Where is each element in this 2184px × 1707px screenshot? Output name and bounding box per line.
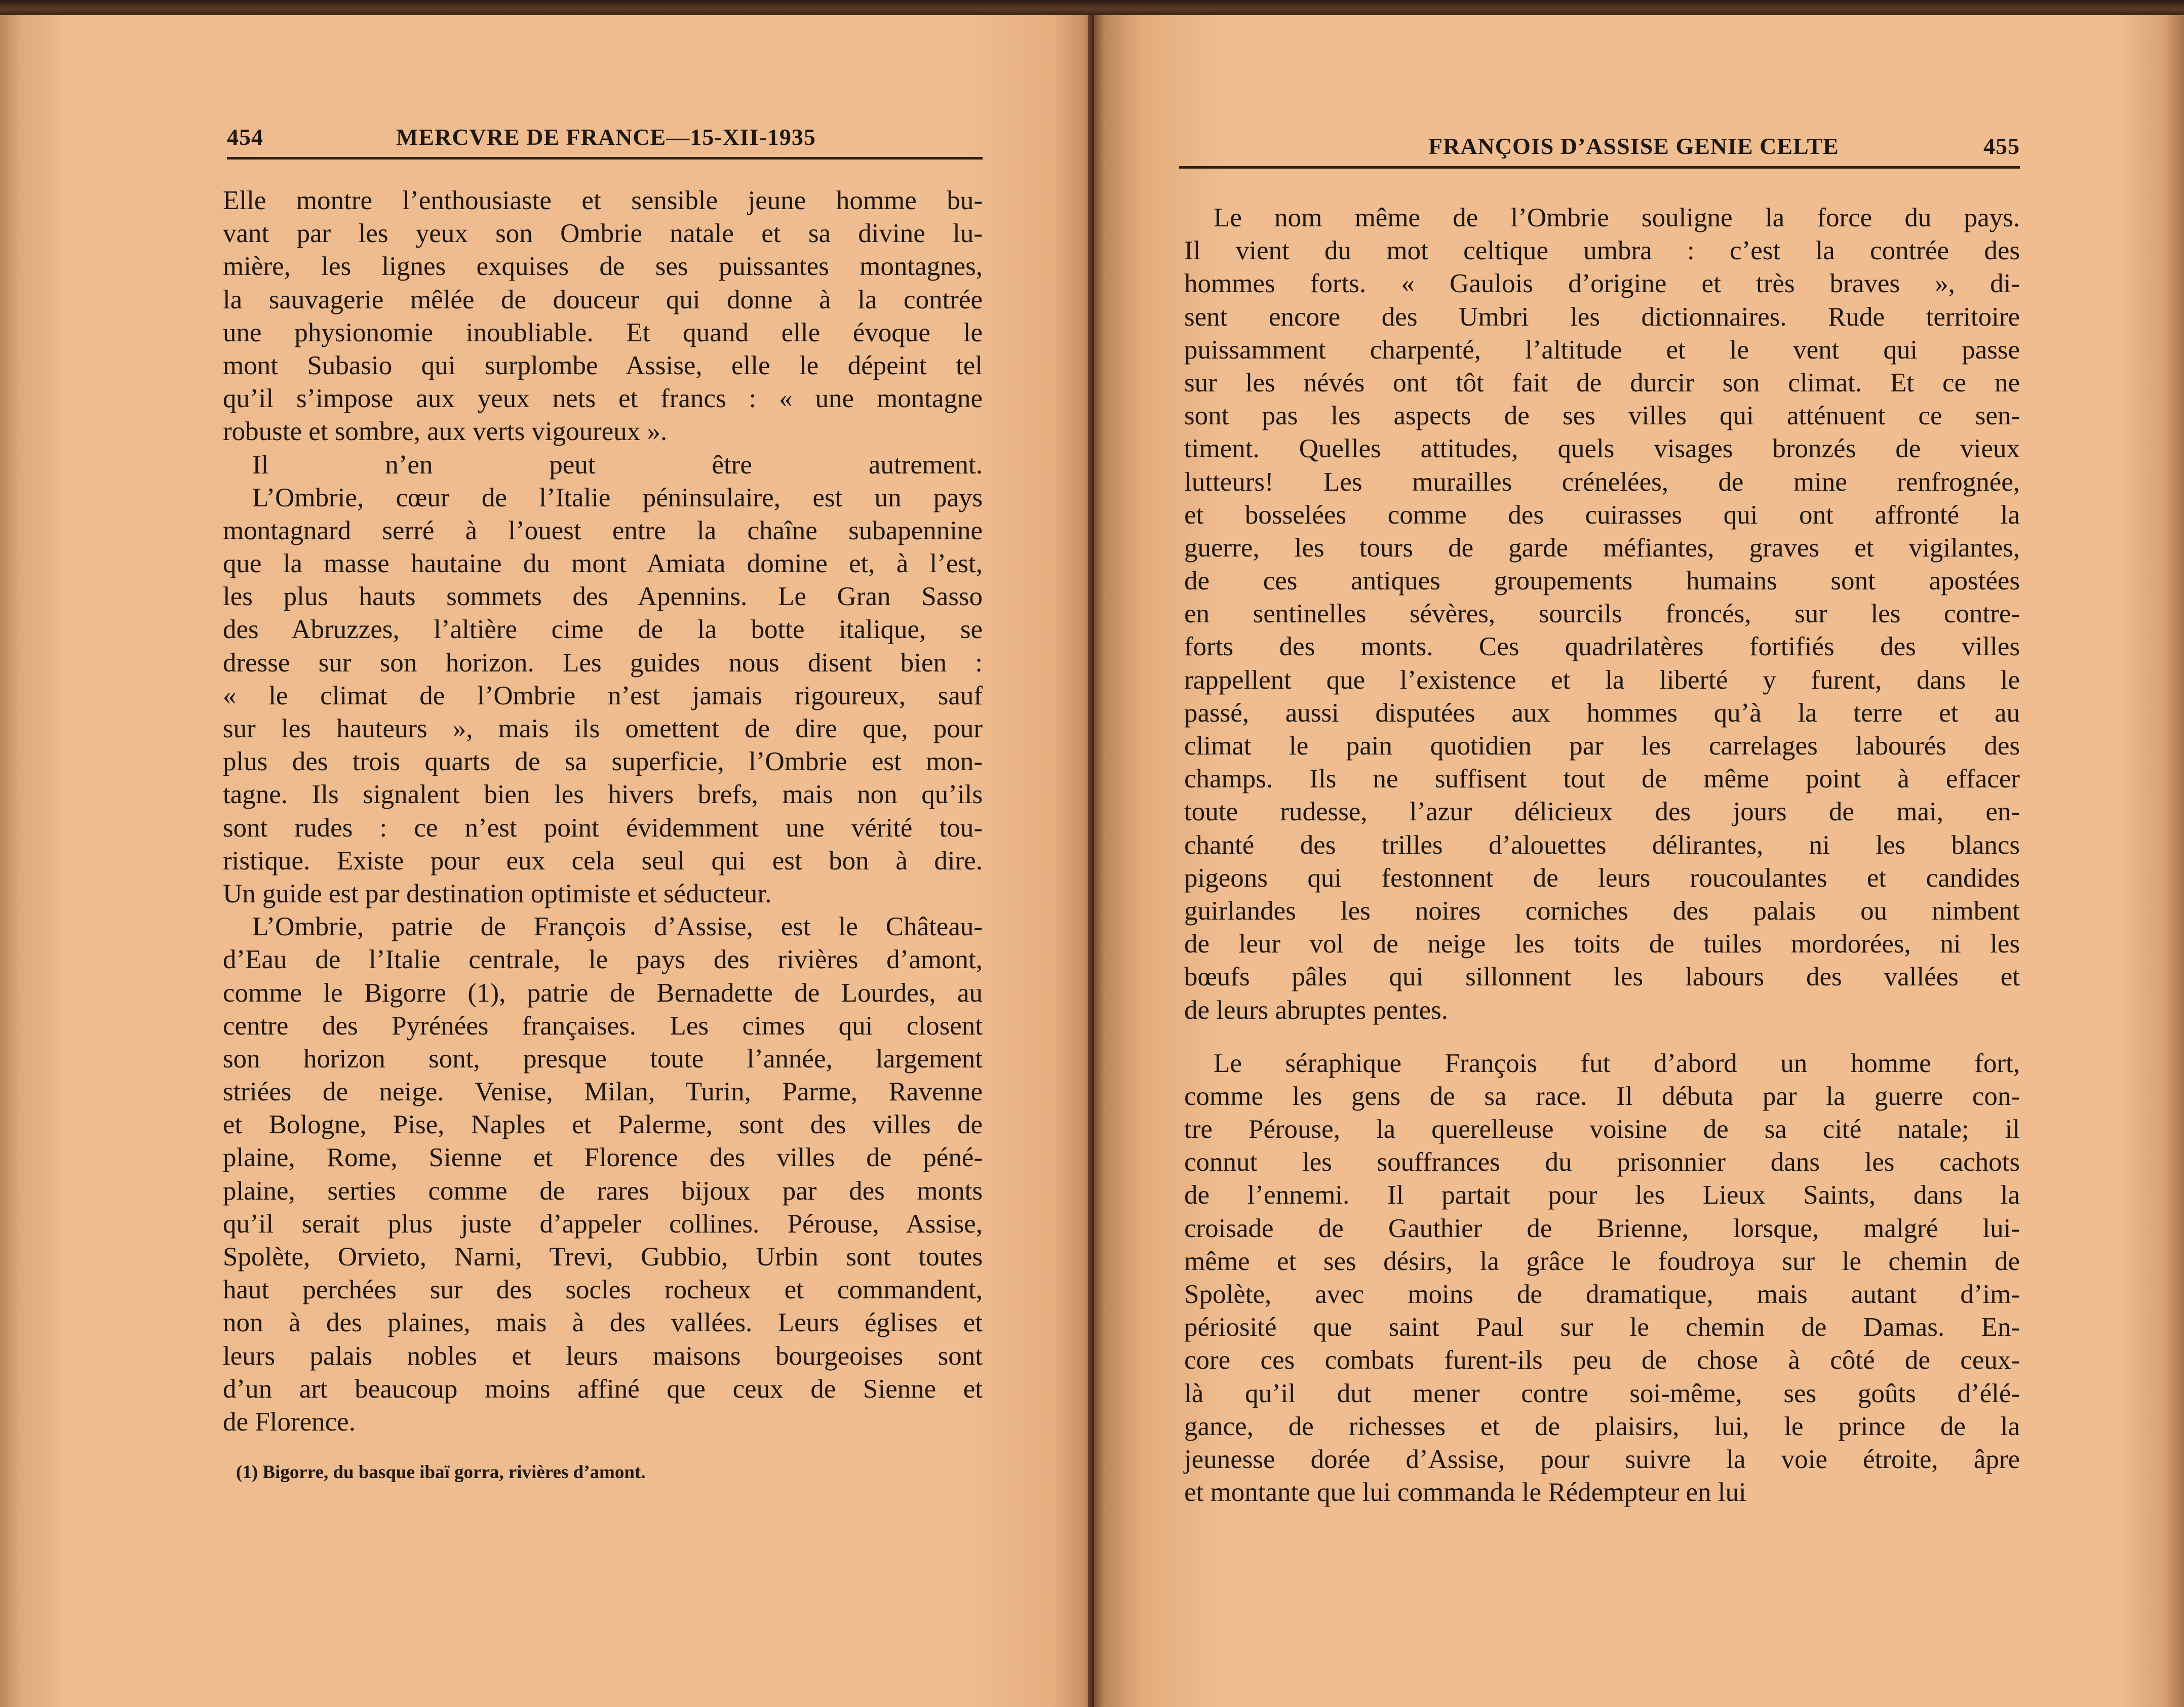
text-line: guerre, les tours de garde méfiantes, graves et vigilantes, [1184,533,2020,563]
text-line: sont rudes : ce n’est point évidemment une vérité tou- [223,813,983,843]
text-line: sent encore des Umbri les dictionnaires. Rude territoire [1184,302,2020,332]
text-line: toute rudesse, l’azur délicieux des jours de mai, en- [1184,797,2020,827]
text-line: qu’il serait plus juste d’appeler collines. Pérouse, Assise, [223,1209,983,1239]
text-line: passé, aussi disputées aux hommes qu’à la terre et au [1184,698,2020,728]
text-line: timent. Quelles attitudes, quels visages bronzés de vieux [1184,434,2020,464]
text-line: forts des monts. Ces quadrilatères fortifiés des villes [1184,632,2020,662]
text-line: tagne. Ils signalent bien les hivers brefs, mais non qu’ils [223,780,983,810]
running-head: MERCVRE DE FRANCE—15-XII-1935 [396,124,816,150]
text-line: de l’ennemi. Il partait pour les Lieux Saints, dans la [1184,1180,2020,1210]
text-line: guirlandes les noires corniches des palais ou nimbent [1184,896,2020,926]
left-page-text [223,184,983,1439]
text-line: croisade de Gauthier de Brienne, lorsque, malgré lui- [1184,1213,2020,1243]
text-line: non à des plaines, mais à des vallées. Leurs églises et [223,1308,983,1338]
text-line: haut perchées sur des socles rocheux et commandent, [223,1275,983,1305]
text-line: chanté des trilles d’alouettes délirantes, ni les blancs [1184,830,2020,860]
text-line: climat le pain quotidien par les carrelages labourés des [1184,731,2020,761]
text-line: des Abruzzes, l’altière cime de la botte italique, se [223,615,983,645]
right-page-header [1179,121,2020,169]
text-line: Elle montre l’enthousiaste et sensible jeune homme bu- [223,186,983,215]
running-head: FRANÇOIS D’ASSISE GENIE CELTE [1428,133,1839,159]
text-line: et montante que lui commanda le Rédempteur en lui [1184,1478,1746,1507]
text-line: en sentinelles sévères, sourcils froncés, sur les contre- [1184,599,2020,629]
text-line: que la masse hautaine du mont Amiata domine et, à l’est, [223,549,983,579]
text-line: tre Pérouse, la querelleuse voisine de sa cité natale; il [1184,1115,2020,1144]
text-line: et bosselées comme des cuirasses qui ont affronté la [1184,500,2020,530]
text-line: de leur vol de neige les toits de tuiles mordorées, ni les [1184,929,2020,959]
text-line: striées de neige. Venise, Milan, Turin, Parme, Ravenne [223,1077,983,1107]
text-line: lutteurs! Les murailles crénelées, de mine renfrognée, [1184,467,2020,497]
text-line: une physionomie inoubliable. Et quand elle évoque le [223,317,983,347]
text-line: même et ses désirs, la grâce le foudroya sur le chemin de [1184,1246,2020,1276]
text-line: Il vient du mot celtique umbra : c’est la contrée des [1184,236,2020,266]
text-line: Spolète, Orvieto, Narni, Trevi, Gubbio, Urbin sont toutes [223,1242,983,1272]
text-line: jeunesse dorée d’Assise, pour suivre la voie étroite, âpre [1184,1444,2020,1474]
left-page-header [227,111,983,160]
text-line: centre des Pyrénées françaises. Les cimes qui closent [223,1011,983,1041]
text-line: Le séraphique François fut d’abord un homme fort, [1214,1048,2020,1078]
text-line: champs. Ils ne suffisent tout de même point à effacer [1184,764,2020,794]
text-line: dresse sur son horizon. Les guides nous disent bien : [223,648,983,678]
footnote: (1) Bigorre, du basque ibaï gorra, rivières d’amont. [236,1462,646,1483]
text-line: pigeons qui festonnent de leurs roucoulantes et candides [1184,863,2020,893]
text-line: qu’il s’impose aux yeux nets et francs : « une montagne [223,384,983,414]
text-line: robuste et sombre, aux verts vigoureux ». [223,417,668,447]
right-page-text [1184,202,2020,1509]
text-line: sont pas les aspects de ses villes qui atténuent ce sen- [1184,401,2020,431]
text-line: comme le Bigorre (1), patrie de Bernadette de Lourdes, au [223,978,983,1008]
text-line: d’Eau de l’Italie centrale, le pays des rivières d’amont, [223,945,983,975]
left-page [0,15,1094,1707]
text-line: d’un art beaucoup moins affiné que ceux de Sienne et [223,1374,983,1404]
text-line: rappellent que l’existence et la liberté y furent, dans le [1184,665,2020,695]
text-line: ristique. Existe pour eux cela seul qui est bon à dire. [223,846,983,876]
right-page [1094,15,2184,1707]
text-line: de leurs abruptes pentes. [1184,995,1448,1025]
text-line: plaine, Rome, Sienne et Florence des villes de péné- [223,1143,983,1173]
text-line: L’Ombrie, cœur de l’Italie péninsulaire, est un pays [252,483,983,512]
text-line: Spolète, avec moins de dramatique, mais autant d’im- [1184,1280,2020,1309]
page-number: 455 [1983,133,2020,159]
text-line: montagnard serré à l’ouest entre la chaîne subapennine [223,515,983,545]
text-line: mont Subasio qui surplombe Assise, elle le dépeint tel [223,350,983,380]
text-line: leurs palais nobles et leurs maisons bourgeoises sont [223,1341,983,1371]
text-line: la sauvagerie mêlée de douceur qui donne à la contrée [223,285,983,314]
text-line: gance, de richesses et de plaisirs, lui, le prince de la [1184,1411,2020,1441]
page-number: 454 [227,124,263,150]
text-line: son horizon sont, presque toute l’année, largement [223,1044,983,1074]
text-line: Un guide est par destination optimiste et séducteur. [223,879,772,908]
text-line: sur les hauteurs », mais ils omettent de dire que, pour [223,714,983,743]
text-line: L’Ombrie, patrie de François d’Assise, est le Château- [252,912,983,942]
text-line: plaine, serties comme de rares bijoux par des monts [223,1176,983,1206]
text-line: core ces combats furent-ils peu de chose à côté de ceux- [1184,1345,2020,1375]
paragraph-gap [1184,1027,2020,1047]
text-line: et Bologne, Pise, Naples et Palerme, sont des villes de [223,1110,983,1140]
text-line: hommes forts. « Gaulois d’origine et très braves », di- [1184,269,2020,299]
text-line: Le nom même de l’Ombrie souligne la force du pays. [1214,203,2020,232]
text-line: comme les gens de sa race. Il débuta par la guerre con- [1184,1081,2020,1111]
text-line: périosité que saint Paul sur le chemin de Damas. En- [1184,1313,2020,1342]
text-line: puissamment charpenté, l’altitude et le vent qui passe [1184,335,2020,365]
text-line: là qu’il dut mener contre soi-même, ses goûts d’élé- [1184,1378,2020,1408]
text-line: vant par les yeux son Ombrie natale et sa divine lu- [223,219,983,249]
text-line: sur les névés ont tôt fait de durcir son climat. Et ce ne [1184,368,2020,398]
text-line: « le climat de l’Ombrie n’est jamais rigoureux, sauf [223,681,983,710]
text-line: plus des trois quarts de sa superficie, l’Ombrie est mon- [223,747,983,777]
text-line: de ces antiques groupements humains sont apostées [1184,566,2020,596]
text-line: les plus hauts sommets des Apennins. Le Gran Sasso [223,582,983,612]
text-line: mière, les lignes exquises de ses puissantes montagnes, [223,252,983,282]
text-line: connut les souffrances du prisonnier dans les cachots [1184,1147,2020,1177]
text-line: Il n’en peut être autrement. [252,450,983,480]
text-line: bœufs pâles qui sillonnent les labours des vallées et [1184,962,2020,992]
text-line: de Florence. [223,1407,356,1437]
